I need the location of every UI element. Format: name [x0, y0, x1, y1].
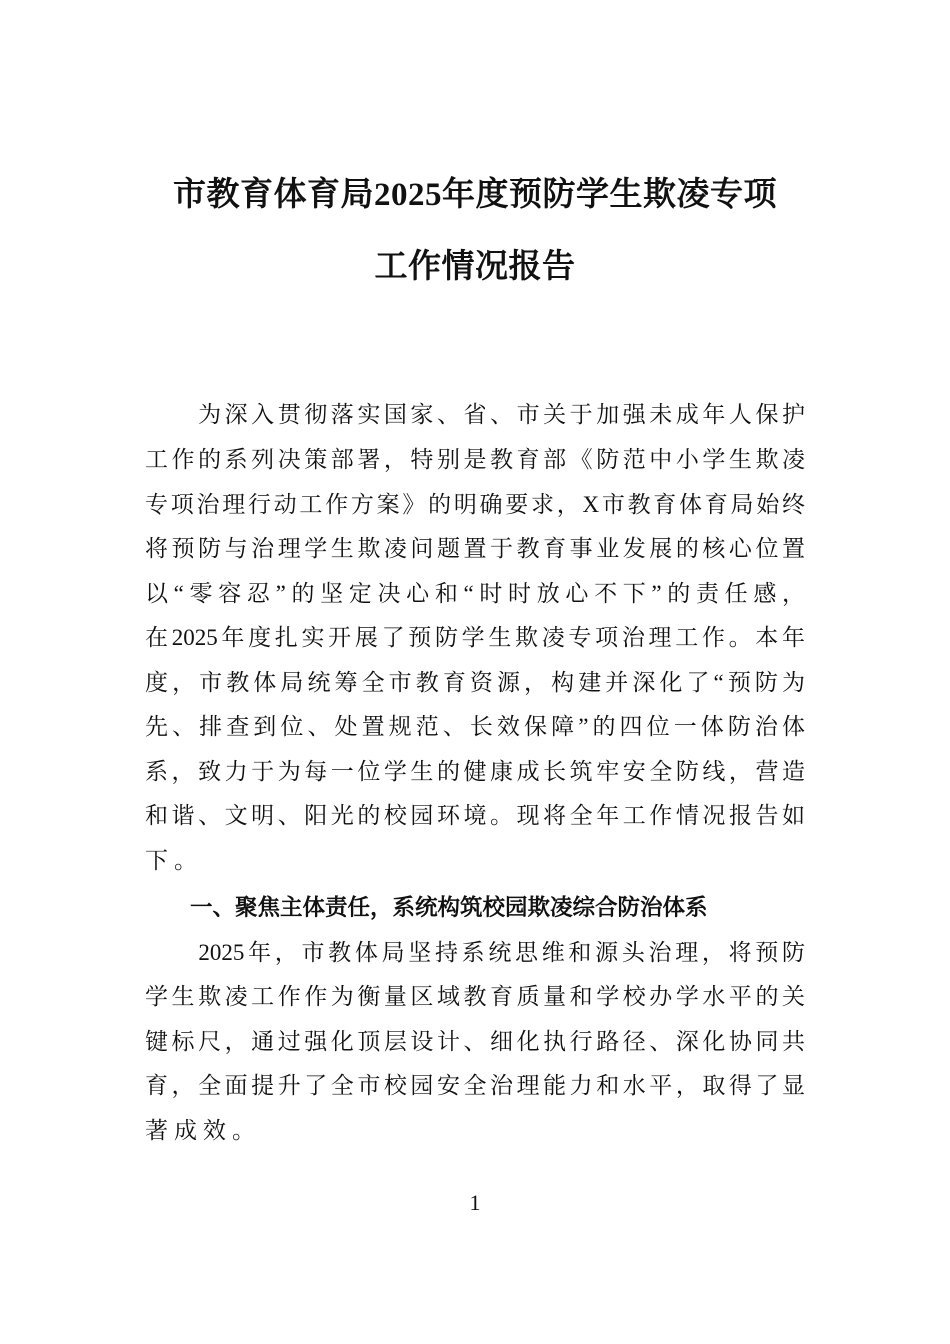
text-line: 先、排查到位、处置规范、长效保障”的四位一体防治体 [145, 714, 805, 739]
text-line: 育，全面提升了全市校园安全治理能力和水平，取得了显 [145, 1073, 805, 1098]
document-title-line-2: 工作情况报告 [374, 249, 576, 285]
text-line: 为深入贯彻落实国家、省、市关于加强未成年人保护 [145, 402, 805, 427]
text-line: 以“零容忍”的坚定决心和“时时放心不下”的责任感， [145, 581, 805, 606]
page-number: 1 [469, 1190, 481, 1215]
text-line: 度，市教体局统筹全市教育资源，构建并深化了“预防为 [145, 670, 805, 695]
text-line: 专项治理行动工作方案》的明确要求，X市教育体育局始终 [145, 492, 805, 517]
text-line: 工作的系列决策部署，特别是教育部《防范中小学生欺凌 [145, 447, 805, 472]
text-line: 下。 [145, 848, 203, 873]
document-title-line-1: 市教育体育局2025年度预防学生欺凌专项 [173, 177, 777, 213]
text-line: 将预防与治理学生欺凌问题置于教育事业发展的核心位置 [145, 536, 805, 561]
text-line: 系，致力于为每一位学生的健康成长筑牢安全防线，营造 [145, 759, 805, 784]
text-line: 和谐、文明、阳光的校园环境。现将全年工作情况报告如 [145, 803, 805, 828]
text-line: 著成效。 [145, 1118, 261, 1143]
section-heading: 一、聚焦主体责任，系统构筑校园欺凌综合防治体系 [145, 895, 708, 920]
text-line: 键标尺，通过强化顶层设计、细化执行路径、深化协同共 [145, 1029, 805, 1054]
text-line: 2025年，市教体局坚持系统思维和源头治理，将预防 [145, 940, 805, 965]
text-line: 在2025年度扎实开展了预防学生欺凌专项治理工作。本年 [145, 625, 805, 650]
text-line: 学生欺凌工作作为衡量区域教育质量和学校办学水平的关 [145, 984, 805, 1009]
